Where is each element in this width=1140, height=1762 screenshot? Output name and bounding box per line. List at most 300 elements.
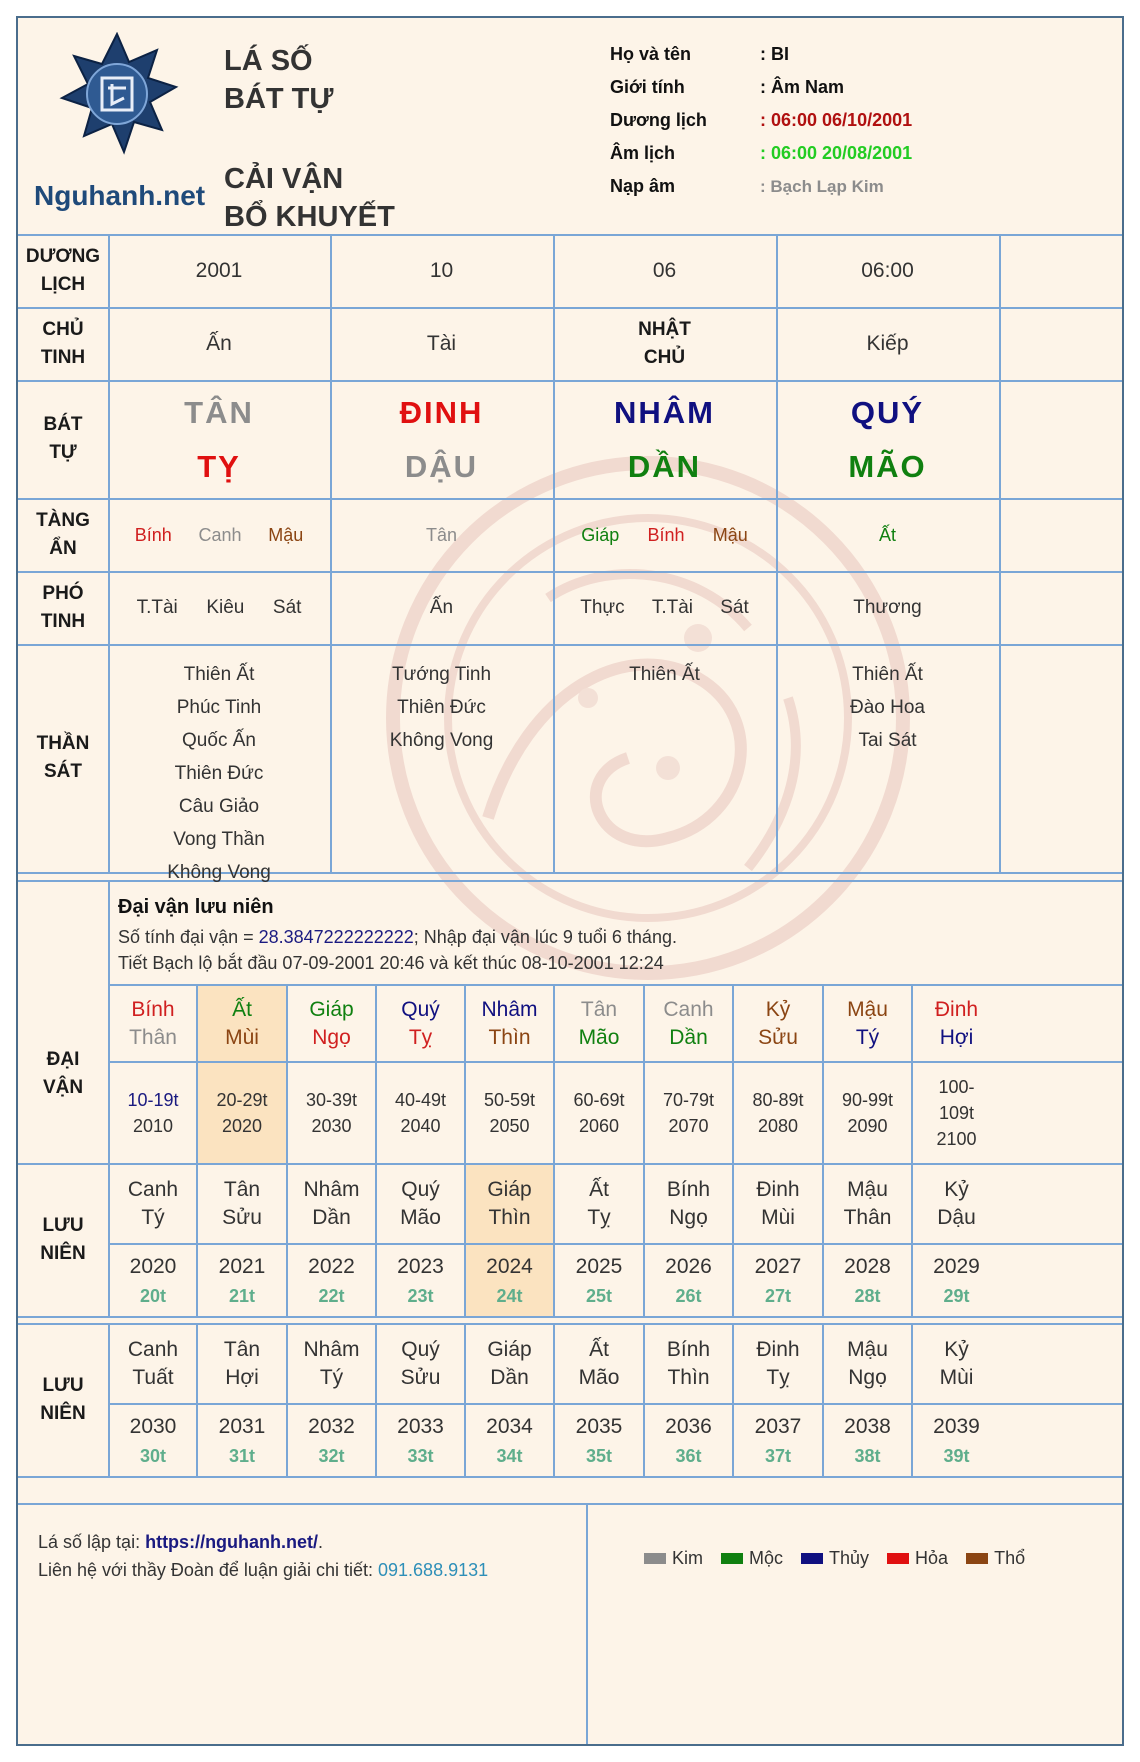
tang-an-cell <box>108 498 330 571</box>
row-label-line: ẨN <box>49 537 77 559</box>
luu-nien-year: 2023 <box>397 1254 444 1278</box>
luu-nien-pillar[interactable] <box>913 1325 1000 1403</box>
row-label <box>18 984 108 1163</box>
pillar-chi: TỴ <box>197 449 241 484</box>
dai-van-age[interactable] <box>466 1063 553 1163</box>
pho-tinh-item: Thương <box>853 596 922 618</box>
dai-van-title: Đại vận lưu niên <box>118 896 274 918</box>
luu-nien-chi: Tỵ <box>766 1366 790 1389</box>
luu-nien-can: Canh <box>127 1178 179 1201</box>
dai-van-can: Bính <box>131 997 175 1021</box>
legend-swatch-icon <box>644 1553 666 1564</box>
luu-nien-year: 2031 <box>218 1414 266 1438</box>
luu-nien-year: 2027 <box>754 1254 802 1278</box>
dai-van-chi: Mão <box>578 1025 620 1049</box>
luu-nien-year-cell[interactable] <box>824 1245 911 1316</box>
pillar-can: ĐINH <box>399 395 484 430</box>
luu-nien-age: 31t <box>228 1445 255 1466</box>
luu-nien-can: Mậu <box>847 1178 888 1201</box>
dai-van-chi: Thân <box>129 1025 177 1049</box>
luu-nien-can: Đinh <box>756 1338 800 1361</box>
dai-van-age[interactable] <box>645 1063 732 1163</box>
row-label <box>18 498 108 571</box>
luu-nien-age: 36t <box>675 1445 702 1466</box>
luu-nien-chi: Dần <box>312 1206 351 1229</box>
luu-nien-chi: Ngọ <box>669 1206 708 1229</box>
dai-van-line <box>118 924 677 950</box>
than-sat-item: Thiên Đức <box>174 763 264 784</box>
dai-van-text: Số tính đại vận = <box>118 927 259 947</box>
luu-nien-year: 2035 <box>575 1414 623 1438</box>
dai-van-year: 2050 <box>489 1116 530 1136</box>
chu-tinh-value: Ấn <box>206 331 232 355</box>
luu-nien-chi: Dậu <box>937 1206 976 1229</box>
pillar-chi: DẦN <box>627 449 702 484</box>
footer-dot: . <box>318 1532 324 1552</box>
dai-van-age[interactable] <box>913 1063 1000 1163</box>
than-sat-item: Tai Sát <box>858 730 917 751</box>
luu-nien-chi: Mùi <box>939 1366 974 1389</box>
dai-van-chi: Tý <box>855 1025 880 1049</box>
info-value: : 06:00 20/08/2001 <box>760 143 913 163</box>
luu-nien-pillar[interactable] <box>466 1165 553 1243</box>
luu-nien-pillar[interactable] <box>466 1325 553 1403</box>
dai-van-age-text: 10-19t <box>127 1090 179 1110</box>
luu-nien-can: Bính <box>666 1178 711 1201</box>
luu-nien-age: 23t <box>407 1285 434 1306</box>
site-link[interactable]: https://nguhanh.net/ <box>145 1532 319 1552</box>
luu-nien-year: 2022 <box>308 1254 355 1278</box>
row-label-line: ĐẠI <box>46 1048 80 1070</box>
dai-van-pillar[interactable] <box>110 986 196 1061</box>
dai-van-age[interactable] <box>288 1063 375 1163</box>
dai-van-age-text: 40-49t <box>394 1090 447 1110</box>
luu-nien-year: 2039 <box>933 1414 980 1438</box>
luu-nien-age: 26t <box>675 1285 702 1306</box>
luu-nien-pillar[interactable] <box>110 1165 196 1243</box>
row-label-line: NIÊN <box>40 1402 86 1424</box>
dai-van-age-text: 80-89t <box>752 1090 804 1110</box>
luu-nien-year-cell[interactable] <box>466 1245 553 1316</box>
pho-tinh-item: Ấn <box>429 596 454 618</box>
luu-nien-year: 2025 <box>575 1254 623 1278</box>
row-label-line: TỰ <box>49 442 77 463</box>
legend-item <box>801 1548 869 1569</box>
pho-tinh-item: Kiêu <box>206 596 245 618</box>
info-label: Âm lịch <box>610 143 676 163</box>
luu-nien-age: 29t <box>943 1285 970 1306</box>
dai-van-year: 2080 <box>757 1116 799 1136</box>
title-line: BÁT TỰ <box>224 83 334 115</box>
luu-nien-chi: Thìn <box>667 1366 710 1389</box>
luu-nien-year-cell[interactable] <box>466 1405 553 1476</box>
luu-nien-pillar[interactable] <box>377 1165 464 1243</box>
legend-item <box>644 1548 703 1569</box>
dai-van-year: 2090 <box>847 1116 888 1136</box>
bat-tu-pillar <box>330 388 553 492</box>
dai-van-pillar[interactable] <box>288 986 375 1061</box>
luu-nien-year-cell[interactable] <box>198 1405 286 1476</box>
pho-tinh-cell <box>776 571 999 644</box>
luu-nien-year-cell[interactable] <box>110 1245 196 1316</box>
row-label-line: TÀNG <box>36 509 90 531</box>
dai-van-age-text: 50-59t <box>483 1090 536 1110</box>
dai-van-age-text: 60-69t <box>573 1090 625 1110</box>
chart-title <box>224 42 333 118</box>
luu-nien-year: 2024 <box>486 1254 533 1278</box>
luu-nien-chi: Thân <box>843 1206 892 1229</box>
dai-van-year: 2060 <box>578 1116 620 1136</box>
luu-nien-year-cell[interactable] <box>734 1245 822 1316</box>
nhat-chu-line: CHỦ <box>643 346 686 368</box>
duong-lich-value: 06:00 <box>861 258 914 282</box>
info-label: Họ và tên <box>610 44 692 64</box>
dai-van-year: 2100 <box>936 1129 977 1149</box>
row-label <box>18 234 108 307</box>
tang-an-cell <box>330 498 553 571</box>
pho-tinh-cell <box>330 571 553 644</box>
dai-van-can: Mậu <box>847 997 888 1021</box>
title-line: LÁ SỐ <box>224 45 313 77</box>
bat-tu-pillar <box>553 388 776 492</box>
info-row <box>610 137 1090 170</box>
luu-nien-year-cell[interactable] <box>824 1405 911 1476</box>
dai-van-age[interactable] <box>555 1063 643 1163</box>
dai-van-age-text: 20-29t <box>216 1090 268 1110</box>
pho-tinh-item: Sát <box>272 596 302 618</box>
tang-an-item: Canh <box>198 524 242 545</box>
legend-label: Thủy <box>829 1548 870 1568</box>
legend-item <box>966 1548 1025 1569</box>
legend-label: Thổ <box>994 1548 1026 1568</box>
luu-nien-year: 2029 <box>933 1254 980 1278</box>
tang-an-item: Bính <box>647 524 685 545</box>
dai-van-can: Tân <box>580 997 618 1021</box>
info-value: : BI <box>760 44 789 64</box>
col-divider <box>999 234 1001 872</box>
luu-nien-can: Nhâm <box>303 1338 360 1361</box>
dai-van-chi: Hợi <box>939 1025 974 1049</box>
pho-tinh-item: T.Tài <box>136 596 178 618</box>
dai-van-age[interactable] <box>824 1063 911 1163</box>
chart-subtitle <box>224 160 395 236</box>
luu-nien-year: 2038 <box>844 1414 891 1438</box>
dai-van-year: 2020 <box>221 1116 263 1136</box>
row-label-line: LƯU <box>42 1374 84 1396</box>
dai-van-can: Ất <box>232 997 252 1021</box>
dai-van-year: 2070 <box>668 1116 709 1136</box>
dai-van-year: 2030 <box>311 1116 352 1136</box>
luu-nien-can: Kỷ <box>944 1338 969 1361</box>
luu-nien-chi: Hợi <box>225 1366 259 1389</box>
luu-nien-year-cell[interactable] <box>555 1405 643 1476</box>
luu-nien-year-cell[interactable] <box>645 1245 732 1316</box>
pillar-chi: DẬU <box>404 449 479 484</box>
dai-van-pillar[interactable] <box>645 986 732 1061</box>
dai-van-year: 2040 <box>400 1116 441 1136</box>
info-label: Giới tính <box>610 77 685 97</box>
pillar-can: NHÂM <box>614 395 715 430</box>
dai-van-can: Canh <box>663 997 714 1021</box>
than-sat-item: Không Vong <box>167 862 271 883</box>
pillar-chi: MÃO <box>848 449 927 484</box>
luu-nien-can: Tân <box>223 1178 261 1201</box>
footer-contact-label: Liên hệ với thầy Đoàn để luận giải chi tiết: <box>38 1560 379 1580</box>
luu-nien-pillar[interactable] <box>110 1325 196 1403</box>
nhat-chu-cell <box>553 307 776 380</box>
row-label-line: TINH <box>40 610 86 632</box>
dai-van-line: Tiết Bạch lộ bắt đầu 07-09-2001 20:46 và kết thúc 08-10-2001 12:24 <box>118 953 664 973</box>
than-sat-item: Phúc Tinh <box>176 697 262 718</box>
tang-an-item: Bính <box>134 524 172 545</box>
luu-nien-year: 2026 <box>665 1254 712 1278</box>
footer-label: Lá số lập tại: <box>38 1532 146 1552</box>
dai-van-pillar[interactable] <box>198 986 286 1061</box>
pillar-can: TÂN <box>184 395 254 430</box>
than-sat-cell <box>776 658 999 757</box>
luu-nien-chi: Tý <box>319 1366 344 1389</box>
luu-nien-pillar[interactable] <box>288 1325 375 1403</box>
pho-tinh-item: Thực <box>580 596 625 618</box>
dai-van-chi: Sửu <box>758 1025 798 1049</box>
luu-nien-year-cell[interactable] <box>913 1405 1000 1476</box>
chu-tinh-value: Tài <box>426 331 457 355</box>
dai-van-chi: Tỵ <box>408 1025 433 1049</box>
luu-nien-year: 2036 <box>665 1414 712 1438</box>
dai-van-chi: Ngọ <box>312 1025 351 1049</box>
info-value: : Âm Nam <box>760 77 845 97</box>
than-sat-item: Thiên Ất <box>852 664 923 685</box>
luu-nien-can: Bính <box>666 1338 711 1361</box>
row-divider <box>18 1476 1122 1478</box>
luu-nien-age: 39t <box>943 1445 970 1466</box>
row-label-line: PHÓ <box>42 582 84 604</box>
dai-van-pillar[interactable] <box>466 986 553 1061</box>
row-label <box>18 644 108 872</box>
luu-nien-year-cell[interactable] <box>377 1245 464 1316</box>
than-sat-item: Thiên Đức <box>397 697 486 718</box>
phone-link[interactable]: 091.688.9131 <box>378 1560 489 1580</box>
pho-tinh-cell <box>108 571 330 644</box>
dai-van-pillar[interactable] <box>377 986 464 1061</box>
row-divider <box>18 1316 1122 1318</box>
luu-nien-chi: Mùi <box>761 1206 795 1229</box>
title-line: CẢI VẬN <box>224 163 344 195</box>
luu-nien-year-cell[interactable] <box>645 1405 732 1476</box>
than-sat-item: Tướng Tinh <box>391 664 492 685</box>
dai-van-age-text: 90-99t <box>841 1090 894 1110</box>
row-label <box>18 1163 108 1316</box>
luu-nien-chi: Tý <box>141 1206 165 1229</box>
duong-lich-value: 06 <box>652 258 677 282</box>
dai-van-pillar[interactable] <box>824 986 911 1061</box>
info-value: : 06:00 06/10/2001 <box>760 110 913 130</box>
luu-nien-age: 38t <box>854 1445 881 1466</box>
luu-nien-year: 2028 <box>844 1254 891 1278</box>
luu-nien-chi: Sửu <box>400 1366 441 1389</box>
than-sat-item: Quốc Ấn <box>182 730 256 751</box>
dai-van-age[interactable] <box>198 1063 286 1163</box>
luu-nien-year: 2033 <box>397 1414 444 1438</box>
luu-nien-pillar[interactable] <box>555 1325 643 1403</box>
than-sat-cell <box>330 658 553 757</box>
legend-swatch-icon <box>721 1553 743 1564</box>
than-sat-item: Đào Hoa <box>850 697 925 718</box>
row-label-line: LƯU <box>42 1214 84 1236</box>
row-label-line: DƯƠNG <box>25 245 101 267</box>
luu-nien-age: 34t <box>496 1445 523 1466</box>
luu-nien-can: Ất <box>589 1338 609 1361</box>
luu-nien-can: Giáp <box>487 1338 532 1361</box>
luu-nien-can: Quý <box>401 1338 440 1361</box>
luu-nien-chi: Ngọ <box>848 1366 887 1389</box>
luu-nien-pillar[interactable] <box>645 1325 732 1403</box>
luu-nien-pillar[interactable] <box>198 1325 286 1403</box>
element-legend <box>644 1548 1025 1569</box>
luu-nien-pillar[interactable] <box>645 1165 732 1243</box>
luu-nien-can: Mậu <box>847 1338 888 1361</box>
luu-nien-year-cell[interactable] <box>913 1245 1000 1316</box>
luu-nien-year: 2020 <box>129 1254 177 1278</box>
luu-nien-chi: Thìn <box>488 1206 531 1229</box>
row-label-line: THẦN <box>36 733 90 754</box>
luu-nien-can: Kỷ <box>944 1178 969 1201</box>
dai-van-pillar[interactable] <box>734 986 822 1061</box>
luu-nien-chi: Mão <box>578 1366 620 1389</box>
legend-item <box>721 1548 783 1569</box>
dai-van-chi: Thìn <box>488 1025 531 1049</box>
pillar-can: QUÝ <box>850 395 925 430</box>
luu-nien-age: 32t <box>318 1445 345 1466</box>
legend-label: Kim <box>672 1548 703 1568</box>
luu-nien-age: 35t <box>585 1445 612 1466</box>
luu-nien-pillar[interactable] <box>198 1165 286 1243</box>
luu-nien-pillar[interactable] <box>734 1165 822 1243</box>
footer-vertical-divider <box>586 1503 588 1746</box>
tang-an-cell <box>776 498 999 571</box>
luu-nien-year: 2037 <box>754 1414 802 1438</box>
dai-van-age[interactable] <box>377 1063 464 1163</box>
luu-nien-pillar[interactable] <box>824 1325 911 1403</box>
than-sat-item: Vong Thần <box>173 829 265 850</box>
dai-van-can: Giáp <box>309 997 354 1021</box>
tang-an-item: Giáp <box>581 524 620 545</box>
luu-nien-can: Canh <box>127 1338 179 1361</box>
info-row <box>610 104 1090 137</box>
chart-frame <box>16 16 1124 1746</box>
luu-nien-year-cell[interactable] <box>555 1245 643 1316</box>
row-label <box>18 380 108 498</box>
luu-nien-pillar[interactable] <box>288 1165 375 1243</box>
luu-nien-age: 37t <box>764 1445 791 1466</box>
luu-nien-age: 30t <box>139 1445 166 1466</box>
pho-tinh-item: T.Tài <box>651 596 694 618</box>
dai-van-age[interactable] <box>110 1063 196 1163</box>
row-label-line: LỊCH <box>40 273 86 295</box>
row-label <box>18 1323 108 1476</box>
dai-van-age[interactable] <box>734 1063 822 1163</box>
luu-nien-can: Ất <box>589 1178 609 1201</box>
info-row <box>610 170 1090 203</box>
dai-van-number: 28.3847222222222 <box>258 927 414 947</box>
luu-nien-chi: Tuất <box>132 1366 174 1389</box>
row-label-line: BÁT <box>43 414 83 435</box>
luu-nien-pillar[interactable] <box>555 1165 643 1243</box>
legend-swatch-icon <box>966 1553 988 1564</box>
legend-swatch-icon <box>801 1553 823 1564</box>
luu-nien-year: 2030 <box>129 1414 177 1438</box>
dai-van-chi: Dần <box>669 1025 708 1049</box>
luu-nien-year-cell[interactable] <box>110 1405 196 1476</box>
legend-item <box>887 1548 948 1569</box>
luu-nien-can: Giáp <box>487 1178 532 1201</box>
bat-tu-pillar <box>776 388 999 492</box>
luu-nien-year-cell[interactable] <box>377 1405 464 1476</box>
dai-van-age-text: 30-39t <box>305 1090 358 1110</box>
luu-nien-year-cell[interactable] <box>288 1405 375 1476</box>
luu-nien-pillar[interactable] <box>377 1325 464 1403</box>
luu-nien-can: Tân <box>223 1338 261 1361</box>
luu-nien-pillar[interactable] <box>913 1165 1000 1243</box>
row-label <box>18 571 108 644</box>
luu-nien-pillar[interactable] <box>824 1165 911 1243</box>
dai-van-age-text: 70-79t <box>662 1090 715 1110</box>
luu-nien-age: 20t <box>139 1285 166 1306</box>
info-row <box>610 38 1090 71</box>
profile-info <box>610 38 1090 203</box>
luu-nien-age: 25t <box>585 1285 612 1306</box>
dai-van-pillar[interactable] <box>913 986 1000 1061</box>
star-logo-icon <box>54 32 180 158</box>
legend-label: Hỏa <box>915 1548 949 1568</box>
luu-nien-year-cell[interactable] <box>734 1405 822 1476</box>
than-sat-item: Thiên Ất <box>183 664 255 685</box>
row-label <box>18 307 108 380</box>
luu-nien-year-cell[interactable] <box>198 1245 286 1316</box>
dai-van-text: ; Nhập đại vận lúc 9 tuổi 6 tháng. <box>413 927 677 947</box>
luu-nien-year-cell[interactable] <box>288 1245 375 1316</box>
luu-nien-chi: Mão <box>400 1206 441 1229</box>
legend-label: Mộc <box>749 1548 784 1568</box>
dai-van-pillar[interactable] <box>555 986 643 1061</box>
row-label-line: CHỦ <box>42 318 84 340</box>
luu-nien-can: Quý <box>401 1178 440 1201</box>
than-sat-item: Không Vong <box>389 730 494 751</box>
luu-nien-pillar[interactable] <box>734 1325 822 1403</box>
dai-van-age-text: 109t <box>938 1103 975 1123</box>
tang-an-item: Mậu <box>268 524 304 545</box>
legend-swatch-icon <box>887 1553 909 1564</box>
dai-van-can: Nhâm <box>481 997 538 1021</box>
pho-tinh-cell <box>553 571 776 644</box>
luu-nien-chi: Sửu <box>222 1206 262 1229</box>
luu-nien-age: 21t <box>228 1285 255 1306</box>
duong-lich-value: 10 <box>429 258 454 282</box>
dai-van-can: Đinh <box>934 997 979 1021</box>
row-divider <box>18 644 1122 646</box>
luu-nien-age: 24t <box>496 1285 523 1306</box>
than-sat-item: Câu Giảo <box>178 796 260 817</box>
luu-nien-year: 2034 <box>486 1414 533 1438</box>
row-divider <box>18 380 1122 382</box>
info-value: : Bạch Lạp Kim <box>760 176 884 196</box>
row-label-line: SÁT <box>44 761 82 782</box>
luu-nien-year: 2021 <box>218 1254 266 1278</box>
footer-text <box>38 1528 488 1584</box>
than-sat-cell <box>553 658 776 691</box>
dai-van-age-text: 100- <box>938 1077 975 1097</box>
tang-an-item: Ất <box>878 524 896 545</box>
